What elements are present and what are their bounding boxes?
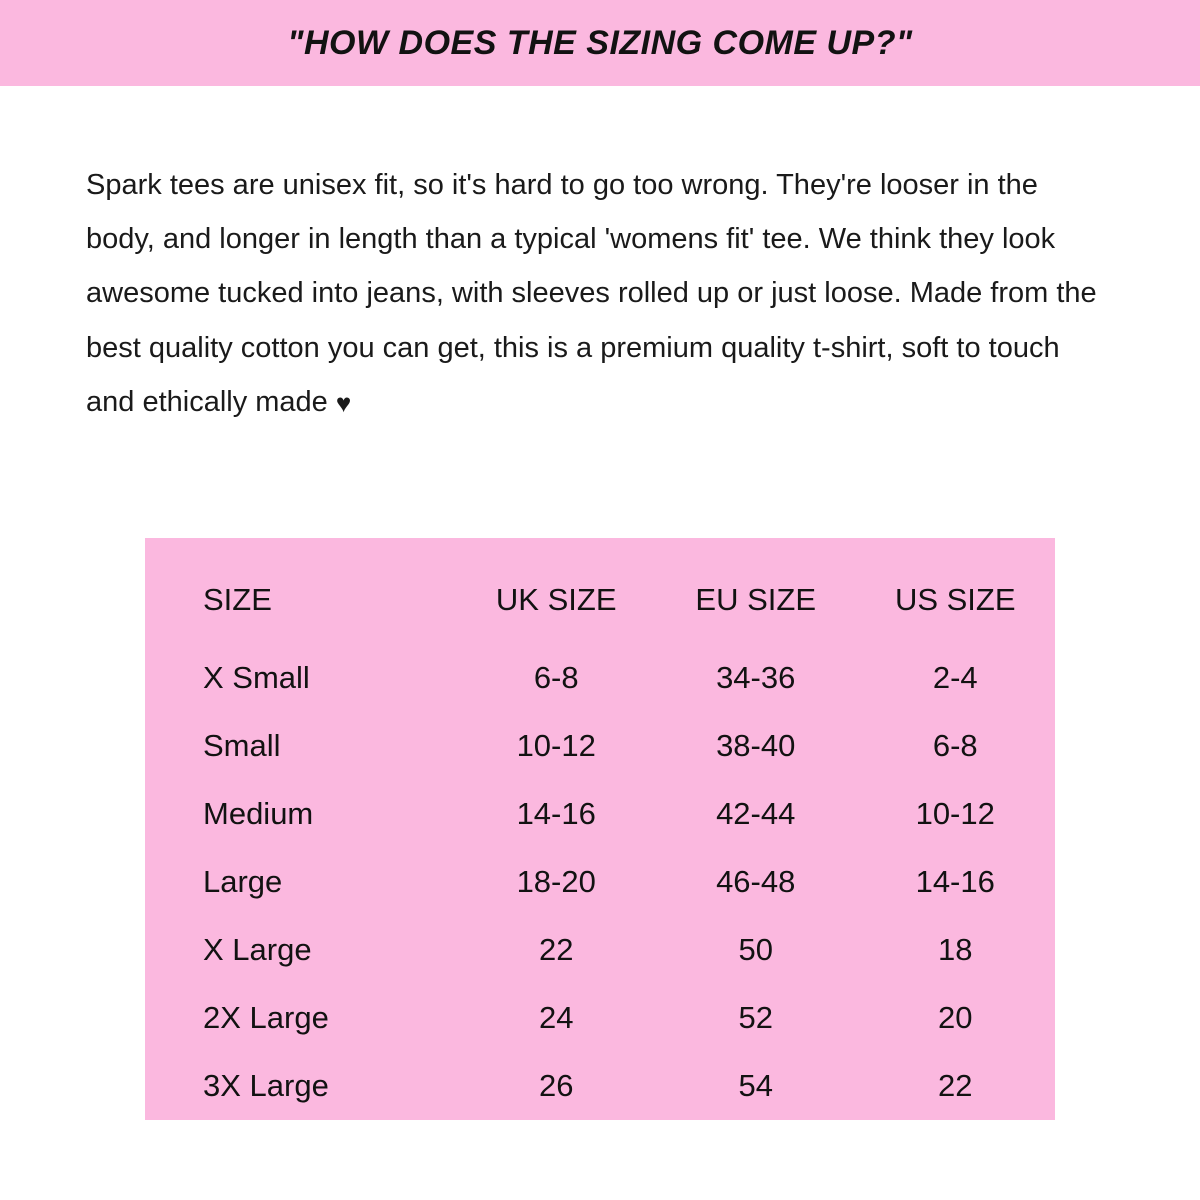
cell-uk: 14-16 xyxy=(516,796,596,831)
size-chart-card xyxy=(145,538,1055,1120)
column-header-size: SIZE xyxy=(203,582,272,617)
cell-size: Medium xyxy=(203,796,314,831)
cell-us: 10-12 xyxy=(915,796,995,831)
cell-eu: 46-48 xyxy=(716,864,796,899)
intro-text: Spark tees are unisex fit, so it's hard to go too wrong. They're looser in the body, and longer in length than a typical 'womens fit' tee. We think they look awesome tucked into jeans, with sleeves rolled up or just loose. Made from the best quality cotton you can get, this is a premium quality t-shirt, soft to touch and ethically made xyxy=(86,169,1097,418)
cell-uk: 24 xyxy=(538,1000,574,1035)
column-header-uk-size: UK SIZE xyxy=(495,582,617,617)
cell-size: X Large xyxy=(203,932,312,967)
cell-size: 2X Large xyxy=(203,1000,329,1035)
cell-size: X Small xyxy=(203,660,310,695)
table-row xyxy=(145,712,1055,780)
cell-eu: 50 xyxy=(738,932,773,967)
table-row xyxy=(145,1052,1055,1120)
cell-size: Small xyxy=(203,728,281,763)
page-title: "HOW DOES THE SIZING COME UP?" xyxy=(287,23,913,62)
cell-us: 18 xyxy=(937,932,973,967)
cell-uk: 26 xyxy=(538,1068,574,1103)
header-banner xyxy=(0,0,1200,86)
cell-us: 6-8 xyxy=(932,728,978,763)
cell-us: 2-4 xyxy=(932,660,978,695)
cell-size: Large xyxy=(203,864,283,899)
cell-uk: 18-20 xyxy=(516,864,596,899)
table-header-row xyxy=(145,538,1055,644)
size-chart-header xyxy=(145,538,1055,644)
cell-us: 22 xyxy=(937,1068,973,1103)
cell-eu: 52 xyxy=(738,1000,773,1035)
column-header-eu-size: EU SIZE xyxy=(695,582,817,617)
table-row xyxy=(145,848,1055,916)
size-chart-body xyxy=(145,644,1055,1120)
column-header-us-size: US SIZE xyxy=(894,582,1016,617)
cell-uk: 10-12 xyxy=(516,728,596,763)
cell-size: 3X Large xyxy=(203,1068,329,1103)
heart-icon: ♥ xyxy=(335,387,352,418)
cell-uk: 6-8 xyxy=(533,660,579,695)
cell-eu: 38-40 xyxy=(716,728,796,763)
table-row xyxy=(145,780,1055,848)
cell-eu: 42-44 xyxy=(716,796,796,831)
cell-us: 20 xyxy=(937,1000,973,1035)
table-row xyxy=(145,644,1055,712)
cell-eu: 54 xyxy=(738,1068,773,1103)
cell-us: 14-16 xyxy=(915,864,995,899)
intro-paragraph xyxy=(86,158,1106,429)
cell-eu: 34-36 xyxy=(716,660,796,695)
table-row xyxy=(145,916,1055,984)
cell-uk: 22 xyxy=(538,932,574,967)
table-row xyxy=(145,984,1055,1052)
size-chart-table xyxy=(145,538,1055,1120)
